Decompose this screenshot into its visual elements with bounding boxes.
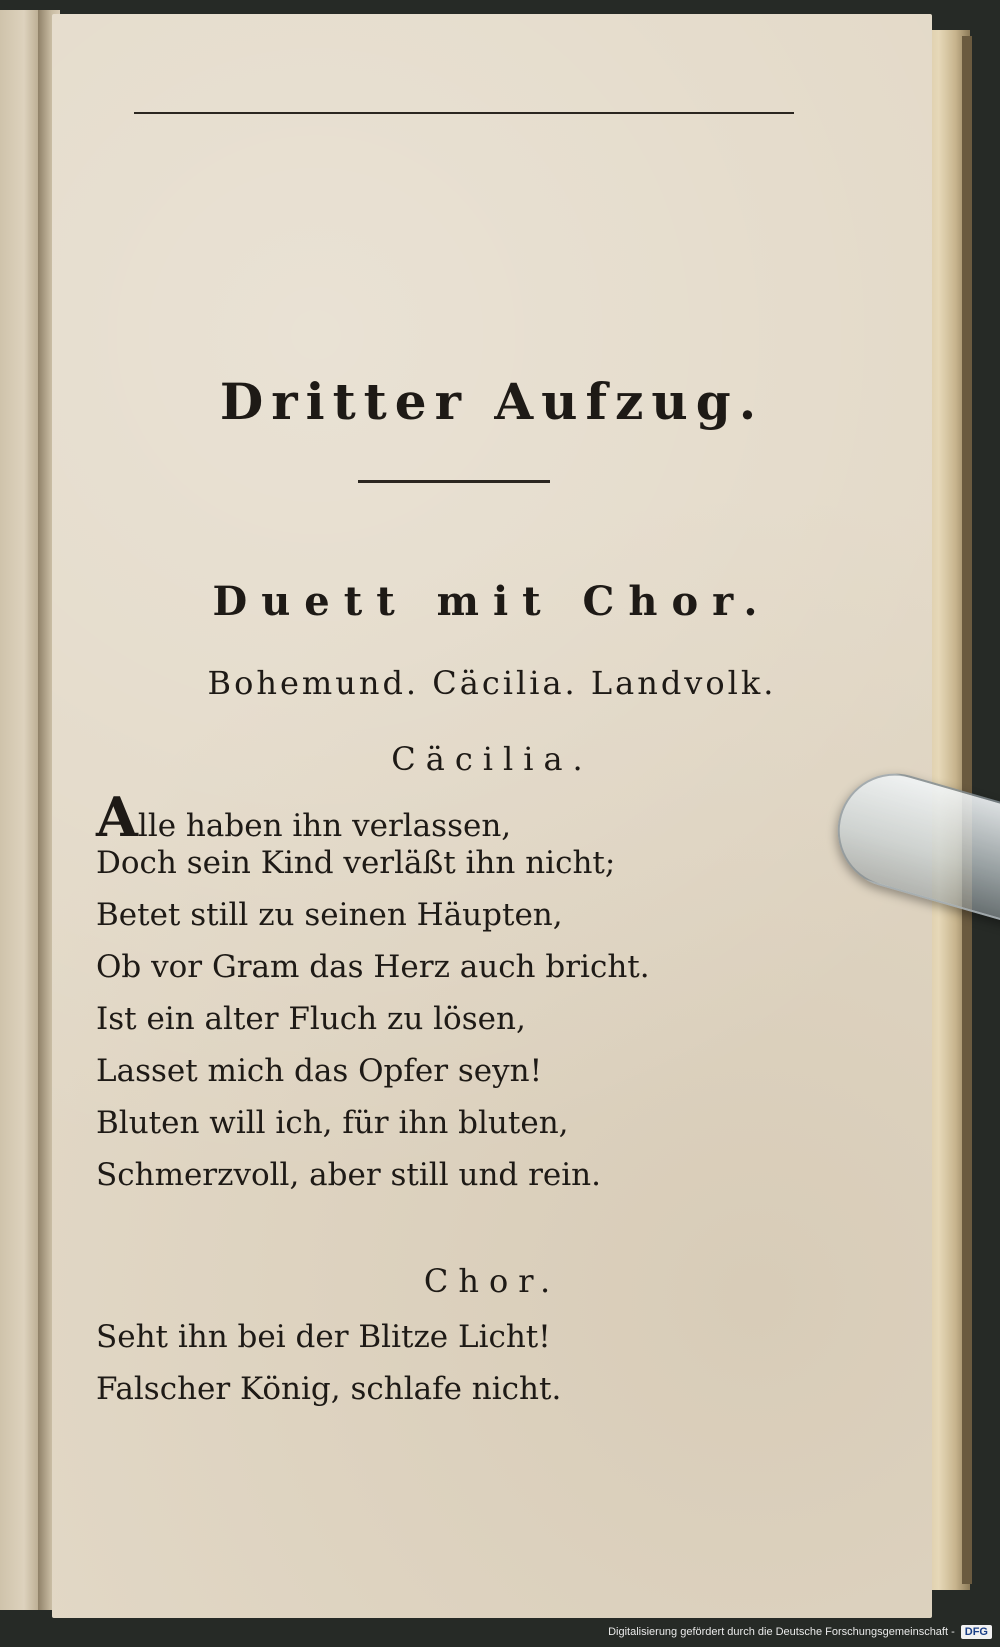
speaker-name: Cäcilia.	[391, 740, 593, 778]
verse-stanza	[96, 785, 856, 1212]
verse-line: Bluten will ich, für ihn bluten,	[96, 1105, 569, 1141]
drop-cap: A	[96, 785, 138, 849]
act-title: Dritter Aufzug.	[219, 372, 765, 431]
verse-line: Ob vor Gram das Herz auch bricht.	[96, 949, 650, 985]
verse-line: Lasset mich das Opfer seyn!	[96, 1053, 543, 1089]
verse-line: Schmerzvoll, aber still und rein.	[96, 1157, 602, 1193]
digitization-footer	[608, 1623, 992, 1641]
verse-stanza	[96, 1319, 856, 1426]
scene-heading: Duett mit Chor.	[212, 578, 772, 625]
facing-page-edge	[0, 10, 42, 1610]
verse-line: Betet still zu seinen Häupten,	[96, 897, 563, 933]
funding-credit: Digitalisierung gefördert durch die Deutsche Forschungsgemeinschaft -	[608, 1626, 955, 1638]
header-rule	[134, 112, 794, 114]
verse-line: Seht ihn bei der Blitze Licht!	[96, 1319, 551, 1355]
verse-line: Doch sein Kind verläßt ihn nicht;	[96, 845, 616, 881]
character-list: Bohemund. Cäcilia. Landvolk.	[207, 664, 777, 702]
verse-line: Ist ein alter Fluch zu lösen,	[96, 1001, 526, 1037]
speaker-name: Chor.	[423, 1262, 561, 1300]
verse-line	[96, 785, 856, 849]
dfg-logo: DFG	[961, 1625, 992, 1639]
title-divider	[358, 480, 550, 483]
verse-line: Falscher König, schlafe nicht.	[96, 1371, 562, 1407]
verse-line-text: lle haben ihn verlassen,	[137, 808, 512, 844]
